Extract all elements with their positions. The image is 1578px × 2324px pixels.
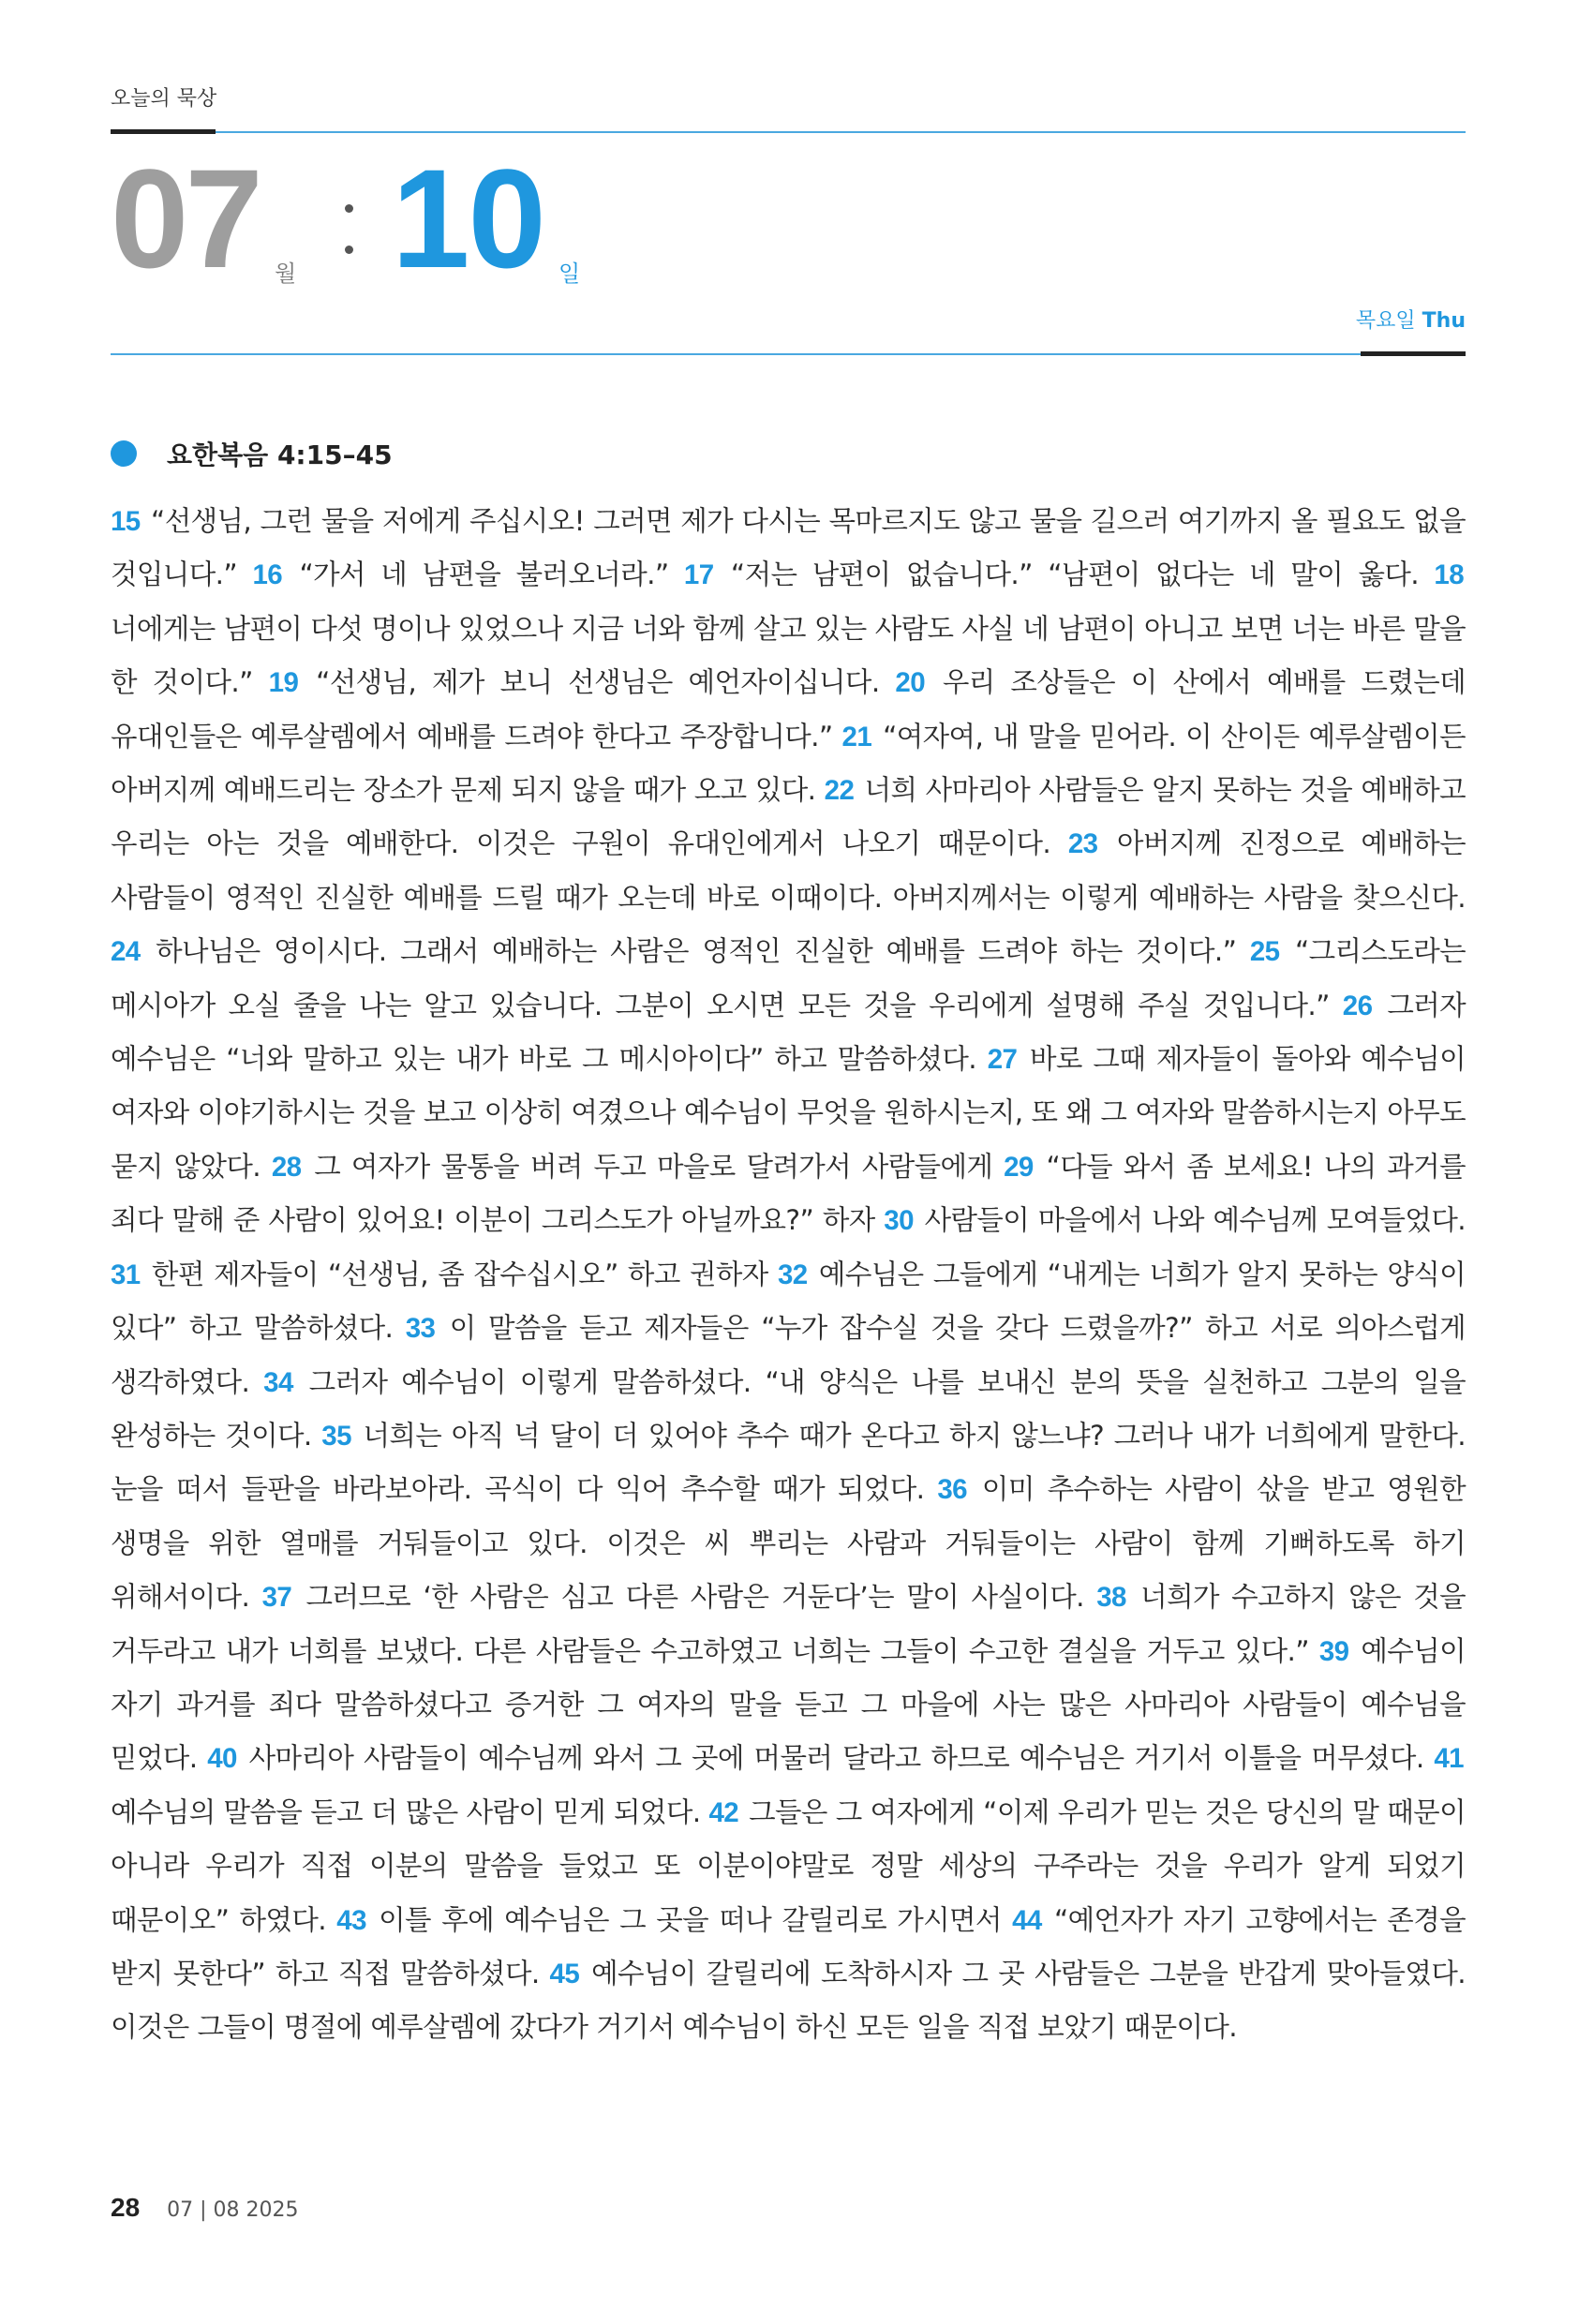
header-divider-accent [1361,351,1466,356]
date-month-unit: 월 [275,261,297,287]
weekday-korean: 목요일 [1355,309,1416,333]
top-divider-accent [111,129,216,134]
verse-number: 41 [1434,1743,1464,1775]
verse-text: 너에게는 남편이 다섯 명이나 있었으나 지금 너와 함께 살고 있는 사람도 사실 네 남편이 아니고 보면 너는 바른 말을 한 것이다.” [111,612,1466,699]
verse-number: 20 [895,667,926,699]
verse-number: 32 [778,1259,808,1290]
date-day: 10 [392,140,544,297]
date-month: 07 [111,140,260,297]
verse-text: 너희가 수고하지 않은 것을 거두라고 내가 너희를 보냈다. 다른 사람들은 수고하였고 너희는 그들이 수고한 결실을 거두고 있다.” [111,1581,1466,1667]
verse-text: 이 말씀을 듣고 제자들은 “누가 잡수실 것을 갖다 드렸을까?” 하고 서로 의아스럽게 생각하였다. [111,1312,1466,1398]
verse-number: 27 [987,1044,1018,1076]
date-colon-dot [345,246,353,254]
bullet-dot-icon [111,440,137,467]
verse-number: 38 [1096,1582,1126,1614]
verse-number: 34 [263,1366,293,1398]
section-label: 오늘의 묵상 [111,87,217,111]
verse-text: “예언자가 자기 고향에서는 존경을 받지 못한다” 하고 직접 말씀하셨다. [111,1903,1466,1989]
verse-number: 35 [321,1420,351,1452]
verse-text: 그러자 예수님이 이렇게 말씀하셨다. “내 양식은 나를 보내신 분의 뜻을 실천하고 그분의 일을 완성하는 것이다. [111,1365,1466,1452]
verse-text: 예수님이 자기 과거를 죄다 말씀하셨다고 증거한 그 여자의 말을 듣고 그 마을에 사는 많은 사마리아 사람들이 예수님을 믿었다. [111,1634,1466,1775]
verse-text: “여자여, 내 말을 믿어라. 이 산이든 예루살렘이든 아버지께 예배드리는 장소가 문제 되지 않을 때가 오고 있다. [111,720,1466,807]
header-divider [111,353,1466,355]
verse-number: 43 [336,1904,366,1936]
verse-number: 33 [405,1313,436,1345]
date-colon-dot [345,204,353,213]
verse-number: 17 [683,559,714,591]
verse-number: 39 [1318,1635,1349,1667]
verse-number: 40 [207,1743,237,1775]
verse-number: 28 [271,1151,302,1183]
verse-text: 너희는 아직 넉 달이 더 있어야 추수 때가 온다고 하지 않느냐? 그러나 내가 너희에게 말한다. 눈을 떠서 들판을 바라보아라. 곡식이 다 익어 추수할 때가 되었다. [111,1419,1466,1506]
verse-number: 26 [1342,990,1373,1021]
verse-number: 42 [708,1796,739,1828]
weekday-label [1356,305,1466,334]
verse-number: 19 [268,667,299,699]
verse-text: “저는 남편이 없습니다.” “남편이 없다는 네 말이 옳다. [730,559,1420,591]
verse-text: 이미 추수하는 사람이 삯을 받고 영원한 생명을 위한 열매를 거둬들이고 있다. 이것은 씨 뿌리는 사람과 거둬들이는 사람이 함께 기뻐하도록 하기 위해서이다. [111,1473,1466,1614]
verse-text: 이틀 후에 예수님은 그 곳을 떠나 갈릴리로 가시면서 [379,1903,1002,1936]
verse-text: 사마리아 사람들이 예수님께 와서 그 곳에 머물러 달라고 하므로 예수님은 거기서 이틀을 머무셨다. [248,1742,1424,1775]
verse-number: 16 [252,559,283,591]
verse-text: “가서 네 남편을 불러오너라.” [299,559,669,591]
verse-text: 바로 그때 제자들이 돌아와 예수님이 여자와 이야기하시는 것을 보고 이상히 여겼으나 예수님이 무엇을 원하시는지, 또 왜 그 여자와 말씀하시는지 아무도 묻지 않았다. [111,1043,1466,1183]
verse-text: 아버지께 진정으로 예배하는 사람들이 영적인 진실한 예배를 드릴 때가 오는데 바로 이때이다. 아버지께서는 이렇게 예배하는 사람을 찾으신다. [111,827,1466,914]
verse-text: 그 여자가 물통을 버려 두고 마을로 달려가서 사람들에게 [314,1150,993,1183]
verse-text: 그러자 예수님은 “너와 말하고 있는 내가 바로 그 메시아이다” 하고 말씀하셨다. [111,989,1466,1076]
verse-text: 하나님은 영이시다. 그래서 예배하는 사람은 영적인 진실한 예배를 드려야 하는 것이다.” [156,935,1237,968]
verse-text: 사람들이 마을에서 나와 예수님께 모여들었다. [924,1204,1466,1237]
verse-number: 45 [549,1958,580,1989]
verse-text: 예수님의 말씀을 듣고 더 많은 사람이 믿게 되었다. [111,1795,701,1828]
verse-number: 18 [1434,559,1465,591]
date-day-unit: 일 [558,261,581,287]
verse-text: 한편 제자들이 “선생님, 좀 잡수십시오” 하고 권하자 [151,1258,768,1290]
verse-text: 그들은 그 여자에게 “이제 우리가 믿는 것은 당신의 말 때문이 아니라 우리가 직접 이분의 말씀을 들었고 또 이분이야말로 정말 세상의 구주라는 것을 우리가 알게 되었기 때문이오” 하였다. [111,1795,1466,1936]
verse-text: 그러므로 ‘한 사람은 심고 다른 사람은 거둔다’는 말이 사실이다. [305,1581,1084,1614]
scripture-passage [111,495,1466,2055]
page-footer [111,2193,299,2223]
weekday-english: Thu [1422,309,1466,333]
verse-number: 30 [884,1205,914,1237]
verse-text: “선생님, 제가 보니 선생님은 예언자이십니다. [316,666,880,699]
verse-number: 15 [111,506,141,537]
verse-text: 예수님은 그들에게 “내게는 너희가 알지 못하는 양식이 있다” 하고 말씀하셨다. [111,1258,1466,1345]
verse-number: 22 [824,775,855,807]
verse-text: “선생님, 그런 물을 저에게 주십시오! 그러면 제가 다시는 목마르지도 않고 물을 길으러 여기까지 올 필요도 없을 것입니다.” [111,505,1466,591]
issue-date: 07 | 08 2025 [167,2198,299,2222]
verse-number: 24 [111,936,141,968]
verse-number: 37 [261,1582,292,1614]
verse-number: 25 [1249,936,1280,968]
scripture-reference: 요한복음 4:15–45 [167,439,393,470]
verse-number: 36 [937,1474,967,1506]
verse-text: 예수님이 갈릴리에 도착하시자 그 곳 사람들은 그분을 반갑게 맞아들였다. 이것은 그들이 명절에 예루살렘에 갔다가 거기서 예수님이 하신 모든 일을 직접 보았기 때문이다. [111,1957,1466,2044]
verse-text: 우리 조상들은 이 산에서 예배를 드렸는데 유대인들은 예루살렘에서 예배를 드려야 한다고 주장합니다.” [111,666,1466,752]
verse-text: “다들 와서 좀 보세요! 나의 과거를 죄다 말해 준 사람이 있어요! 이분이 그리스도가 아닐까요?” 하자 [111,1150,1466,1237]
top-divider [111,131,1466,133]
verse-number: 31 [111,1259,141,1290]
verse-text: “그리스도라는 메시아가 오실 줄을 나는 알고 있습니다. 그분이 오시면 모든 것을 우리에게 설명해 주실 것입니다.” [111,935,1466,1021]
verse-number: 29 [1004,1151,1034,1183]
verse-text: 너희 사마리아 사람들은 알지 못하는 것을 예배하고 우리는 아는 것을 예배한다. 이것은 구원이 유대인에게서 나오기 때문이다. [111,774,1466,860]
verse-number: 44 [1012,1904,1042,1936]
verse-number: 21 [841,721,872,752]
verse-number: 23 [1067,828,1098,860]
page-number: 28 [111,2193,141,2222]
